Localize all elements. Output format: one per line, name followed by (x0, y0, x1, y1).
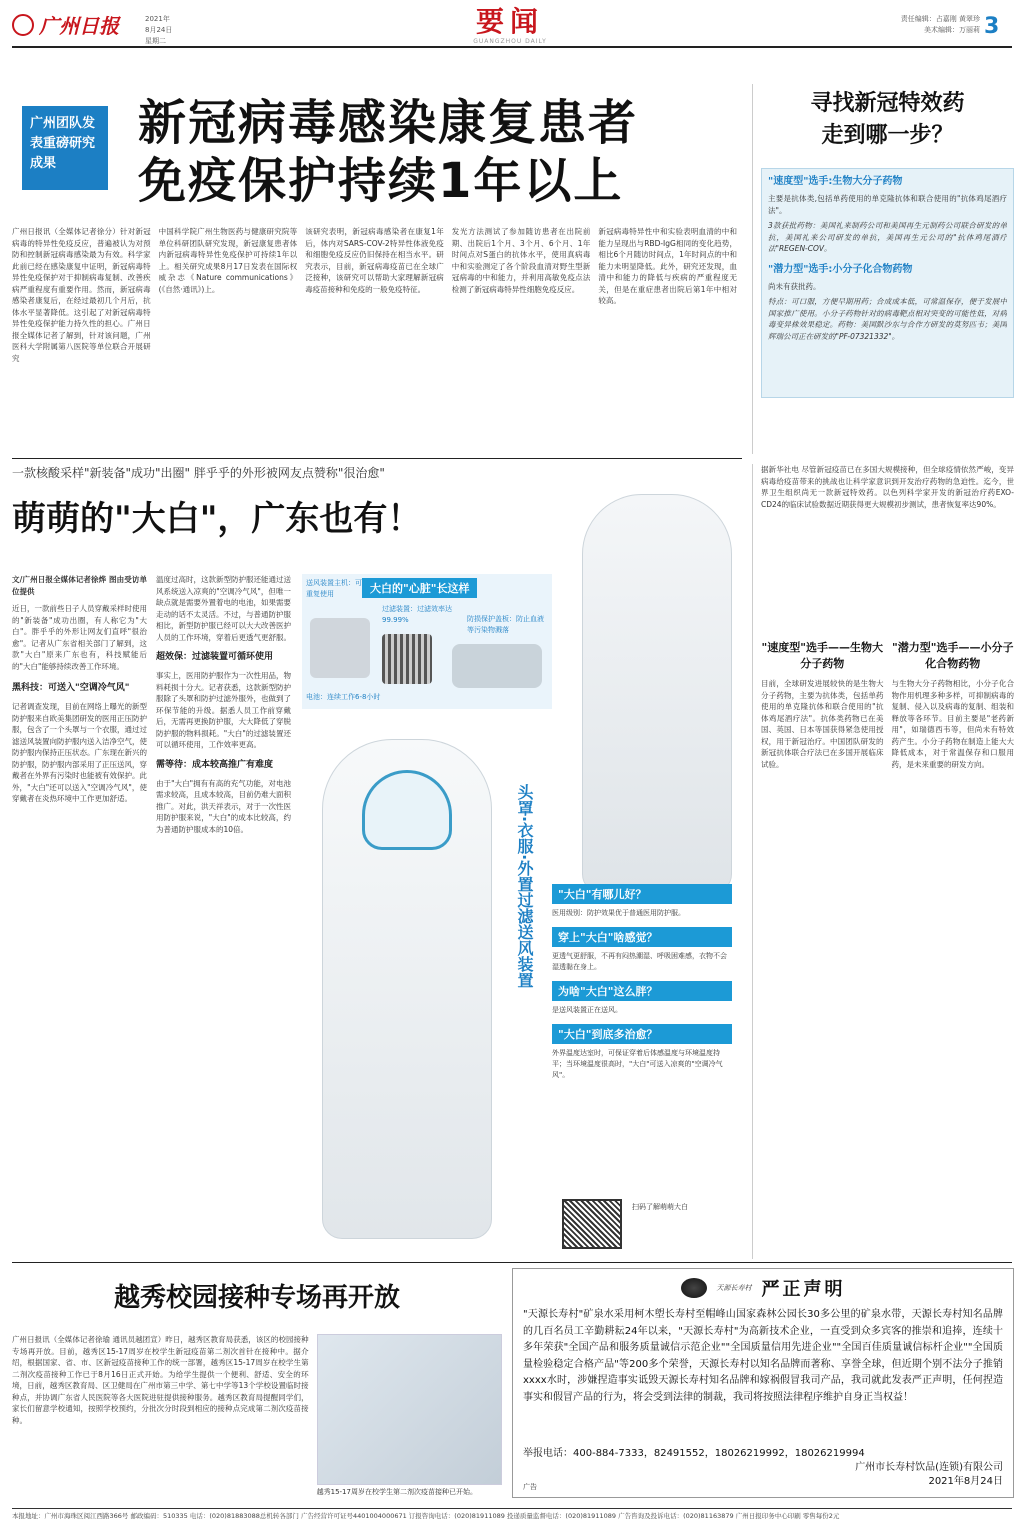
editors-line1: 责任编辑：占嘉刚 黄翠珍 (900, 15, 980, 23)
heart-title: 大白的"心脏"长这样 (362, 578, 477, 598)
logo-text: 广州日报 (39, 14, 120, 38)
sidebar-sub1: "速度型"选手:生物大分子药物 (768, 176, 903, 187)
ad-date: 2021年8月24日 (928, 1476, 1003, 1487)
suit-front-image (322, 739, 492, 1239)
masthead-rule (12, 46, 1012, 48)
right-intro: 据新华社电 尽管新冠疫苗已在多国大规模接种，但全球疫情依然严峻，变异病毒给疫苗带来的挑战也让科学家意识到开发治疗药物的急迫性。迄今，世界卫生组织尚无一款新冠特效药。以色列科学家开发的新冠治疗药EXO-CD24的临床试验数据近期获得更大规模初步测试，患者恢复率达90%。 (761, 465, 1014, 509)
date-weekday: 星期二 (145, 37, 166, 45)
filter-image (382, 634, 432, 684)
sidebar-sub1-text: 主要是抗体类,包括单药使用的单克隆抗体和联合使用的"抗体鸡尾酒疗法"。 (768, 194, 1007, 215)
sidebar-top (752, 84, 1014, 454)
ad-label: 广告 (523, 1483, 537, 1491)
right-col-b-head: "潜力型"选手——小分子化合物药物 (892, 641, 1014, 670)
a1: 医用级别：防护效果优于普通医用防护服。 (552, 909, 685, 917)
q4: "大白"到底多治愈？ (552, 1024, 732, 1044)
footer-text: 本报地址：广州市海珠区阅江西路366号 邮政编码：510335 电话：(020)81883088总机转各部门 广告经营许可证号4401004000671 订报咨询电话：(020)81911089 投递质量监督电话：(020)81911089 广告咨询及投诉电话：(020)81163879 广州日报印务中心印刷 零售每份2元 (12, 1512, 840, 1520)
logo-icon (12, 14, 34, 36)
heart-panel (302, 574, 552, 709)
lead-headline-line2: 免疫保护持续1年以上 (138, 153, 624, 209)
ad-title: 严正声明 (761, 1279, 846, 1300)
date-day: 8月24日 (145, 26, 173, 34)
section-title: 要闻 (475, 5, 544, 38)
lead-col-4: 发光方法测试了参加随访患者在出院前期、出院后1个月、3个月、6个月、1年时间点对S蛋白的抗体水平，使用真病毒中和实验测定了各个阶段血清对野生型新冠病毒的中和能力，并利用高敏免疫点法检测了新冠病毒特异性细胞免疫反应。 (451, 227, 591, 294)
sidebar-title-line2: 走到哪一步？ (821, 123, 954, 148)
feature-col1-text: 记者调查发现，目前在网络上曝光的新型防护服来自欧美集团研发的医用正压防护服，包含了一个头罩与一个衣服，通过过滤送风装置向防护服内送入洁净空气，使防护服内保持正压状态。广东现在新兴的防护服，防护服内部采用了正压送风，穿戴者在外界有污染时也能被有效保护。此外，"大白"还可以送入"空调冷气风"，使穿戴者在炎热环境中工作更加舒适。 (12, 702, 147, 803)
lead-col-1: 广州日报讯（全媒体记者徐分）针对新冠病毒的特异性免疫反应，普遍被认为对预防和控制新冠病毒感染最为有效。科学家此前已经在感染康复中证明，新冠病毒特异性免疫保护对于抑制病毒复制、改善疾病严重程度有重要作用。然而，新冠病毒感染者康复后，在经过最初几个月后，抗体水平显著降低。这引起了对新冠病毒特异性免疫保护能力持久性的担心。广州日报全媒体记者了解到，针对该问题，广州医科大学附属第八医院等单位联合开展研究 (12, 227, 151, 363)
school-story (12, 1268, 502, 1498)
editors-line2: 美术编辑：万丽莉 (924, 26, 980, 34)
lead-story (12, 84, 742, 454)
footer (12, 1508, 1012, 1522)
lead-col-3: 该研究表明，新冠病毒感染者在康复1年后，体内对SARS-COV-2特异性体液免疫和细胞免疫反应仍旧保持在相当水平。研究表示，目前，新冠病毒疫苗已在全球广泛接种，该研究可以帮助大家理解新冠病毒疫苗接种和免疫的一般免疫特征。 (305, 227, 444, 294)
section-divider (12, 458, 742, 459)
masthead (0, 0, 1024, 48)
school-photo (317, 1334, 502, 1485)
sidebar-sub2-text: 尚未有获批药。 (768, 281, 821, 291)
ad-company: 广州市长寿村饮品(连锁)有限公司 (855, 1462, 1003, 1473)
a3: 是送风装置正在送风。 (552, 1006, 622, 1014)
lead-headline (138, 94, 738, 210)
ad-hotline: 举报电话：400-884-7333，82491552，18026219992，18026219994 (523, 1448, 865, 1459)
lead-tag: 广州团队发表重磅研究成果 (22, 106, 108, 190)
right-col-a-text: 目前，全球研发进展较快的是生物大分子药物，主要为抗体类，包括单药使用的单克隆抗体和联合使用的"抗体鸡尾酒疗法"。抗体类药物已在美国、英国、日本等国获得紧急使用授权，用于新冠治疗。中国团队研发的新冠抗体联合疗法已在多国开展临床试验。 (761, 679, 884, 769)
lead-col-2: 中国科学院广州生物医药与健康研究院等单位科研团队研究发现，新冠康复患者体内新冠病毒特异性免疫保护可持续1年以上。相关研究成果8月17日发表在国际权威杂志《Nature communications》(《自然·通讯》)上。 (158, 227, 298, 294)
section-en: GUANGZHOU DAILY (473, 38, 547, 45)
sidebar-title-line1: 寻找新冠特效药 (810, 91, 965, 116)
feature-col2-top: 温度过高时，这款新型防护服还能通过送风系统送入凉爽的"空调冷气风"，但唯一缺点就是需要外置着电的电池，如果需要走动的话不太灵活。不过，与普通防护服相比，新型防护服已经可以大大改善医护人员的工作环境，穿着后更透气更舒服。 (156, 575, 291, 642)
sidebar-sub1-note: 3款获批药物：美国礼来制药公司和美国再生元制药公司联合研发的单抗，美国礼来公司研发的单抗，美国再生元公司的"抗体鸡尾酒疗法"REGEN-COV。 (768, 221, 1007, 253)
feature-sub2: 超效保：过滤装置可循环使用 (156, 652, 274, 662)
a4: 外界温度达室时，可保证穿着后体感温度与环境温度持平；当环境温度很高时，"大白"可送入凉爽的"空调冷气风"。 (552, 1049, 723, 1079)
label-fan: 送风装置主机：可重复使用 (306, 579, 362, 598)
sidebar-box (761, 168, 1014, 398)
fan-unit-image (310, 618, 370, 678)
vertical-label: 头罩·衣服·外置过滤送风装置 (515, 784, 534, 989)
q2: 穿上"大白"啥感觉？ (552, 927, 732, 947)
q3: 为啥"大白"这么胖？ (552, 981, 732, 1001)
feature-byline: 文/广州日报全媒体记者徐烨 图由受访单位提供 (12, 575, 147, 596)
feature-story (12, 464, 742, 1259)
qa-panel (552, 884, 732, 1204)
feature-col2-text: 事实上，医用防护服作为一次性用品，物料耗损十分大。记者获悉，这款新型防护服除了头罩和防护过滤外服外，也做到了环保节能的升级。据悉人员工作前穿戴后，无需再更换防护服，大大降低了穿脱防护服的物料损耗。"大白"的过滤装置还可以循环使用，工作效率更高。 (156, 671, 291, 749)
feature-kicker: 一款核酸采样"新装备"成功"出圈" 胖乎乎的外形被网友点赞称"很治愈" (12, 466, 385, 480)
sidebar-sub2-note: 特点：可口服，方便早期用药；合成成本低，可常温保存，便于发展中国家推广使用。小分子药物针对的病毒靶点相对突变的可能性低，对病毒变异株效果稳定。药物：美国默沙东与合作方研发的莫努匹韦；美国辉瑞公司正在研发的"PF-07321332"。 (768, 297, 1007, 341)
school-headline: 越秀校园接种专场再开放 (113, 1283, 400, 1313)
page-number: 3 (984, 14, 1000, 39)
ad-logo-icon (681, 1278, 707, 1298)
logo (12, 10, 162, 40)
suit-back-image (582, 494, 732, 894)
q1: "大白"有哪儿好？ (552, 884, 732, 904)
feature-col2-bottom: 由于"大白"拥有有高的充气功能，对电池需求较高，且成本较高，目前仍难大面积推广。对此，洪天祥表示，对于一次性医用防护服来说，"大白"的成本比较高，约为普通防护服成本的10倍。 (156, 778, 291, 834)
label-cover: 防损保护盖板：防止血液等污染物溅落 (467, 615, 544, 634)
ad-brand: 天源长寿村 (716, 1283, 752, 1292)
feature-sub3: 需等待：成本较高推广有难度 (156, 759, 274, 770)
lead-headline-line1: 新冠病毒感染康复患者 (138, 95, 639, 151)
school-photo-caption: 越秀15-17周岁在校学生第二剂次疫苗接种已开始。 (316, 1488, 477, 1496)
ad-body: "天源长寿村"矿泉水采用柯木塱长寿村至帽峰山国家森林公园长30多公里的矿泉水带，天源长寿村知名品牌的几百名员工辛勤耕耘24年以来，"天源长寿村"为高新技术企业，一直受到众多宾客的推崇和追捧，连续十多年荣获"全国产品和服务质量诚信示范企业""全国质量信用先进企业""全国百佳质量诚信标杆企业""全国质量检验稳定合格产品"等200多个荣誉，天源长寿村以知名品牌而著称、享誉全球，但近期个别不法分子推销xxxx水时，涉嫌捏造事实诋毁天源长寿村知名品牌和嫁祸假冒我司产品，我司就此发表严正声明，任何捏造事实和假冒产品的行为，将会受到法律的制裁，我司将按照法律程序维护自身正当权益！ (523, 1309, 1003, 1403)
sidebar-title (761, 88, 1014, 152)
qr-caption: 扫码了解萌萌大白 (632, 1203, 688, 1211)
bottom-divider (12, 1262, 1012, 1263)
right-col-b-text: 与生物大分子药物相比，小分子化合物作用机理多种多样，可抑制病毒的复制、侵入以及病毒的复制、组装和释放等各环节。目前主要是"老药新用"，如瑞德西韦等，但尚未有特效药产生。小分子药物在制造上能大大降低成本，对于常温保存和口服用药，是未来重要的研发方向。 (891, 679, 1014, 769)
feature-lede: 近日，一款前些日子人员穿戴采样时使用的"新装备"成功出圈，有人称它为"大白"。胖乎乎的外形让网友们直呼"很治愈"。记者从广东省相关部门了解到，这款"大白"原来广东也有，科技赋能后的"大白"能够持续改善工作环境。 (12, 604, 147, 671)
lead-col-5: 新冠病毒特异性中和实验表明血清的中和能力呈现出与RBD-IgG相同的变化趋势，相比6个月随访时间点，1年时间点的中和能力未明显降低。此外，研究还发现，血清中和能力的降低与疾病的严重程度无关，但是在重症患者出院后第1年中相对较高。 (598, 227, 737, 305)
cover-image (452, 644, 542, 688)
right-feature (752, 464, 1014, 1259)
sidebar-sub2: "潜力型"选手:小分子化合物药物 (768, 263, 913, 275)
date-year: 2021年 (145, 15, 170, 23)
lead-body (12, 226, 737, 446)
feature-headline: 萌萌的"大白"，广东也有！ (12, 499, 422, 539)
qr-code[interactable] (562, 1199, 622, 1249)
label-filter: 过滤装置：过滤效率达99.99% (382, 605, 452, 624)
infographic (302, 574, 742, 1254)
ad-statement (512, 1268, 1014, 1498)
feature-sub1: 黑科技：可送入"空调冷气风" (12, 683, 130, 693)
label-battery: 电池：连续工作6-8小时 (306, 693, 381, 701)
a2: 更透气更舒服，不再有闷热潮湿、呼吸困难感，衣物不会湿透黏在身上。 (552, 952, 727, 971)
hood-visor (362, 770, 452, 850)
right-col-a-head: "速度型"选手——生物大分子药物 (761, 641, 883, 670)
school-body: 广州日报讯（全媒体记者徐瑜 通讯员越团宣）昨日，越秀区教育局获悉，该区的校园接种专场再开放。目前，越秀区15-17周岁在校学生新冠疫苗第二剂次首针在接种中。据介绍，根据国家、省、市、区新冠疫苗接种工作的统一部署，越秀区15-17周岁在校学生第二剂次疫苗接种工作已于8月16日正式开始。为给学生提供一个便利、舒适、安全的环境，日前，越秀区教育局、区卫健局在广州市第三中学、第七中学等13个学校设置临时接种点，并协调广东省人民医院等各大医院进驻提供接种服务。越秀区教育局提醒同学们，家长们留意学校通知，按照学校预约，分批次分时段到相应的接种点完成第二剂次疫苗接种。 (12, 1335, 309, 1425)
